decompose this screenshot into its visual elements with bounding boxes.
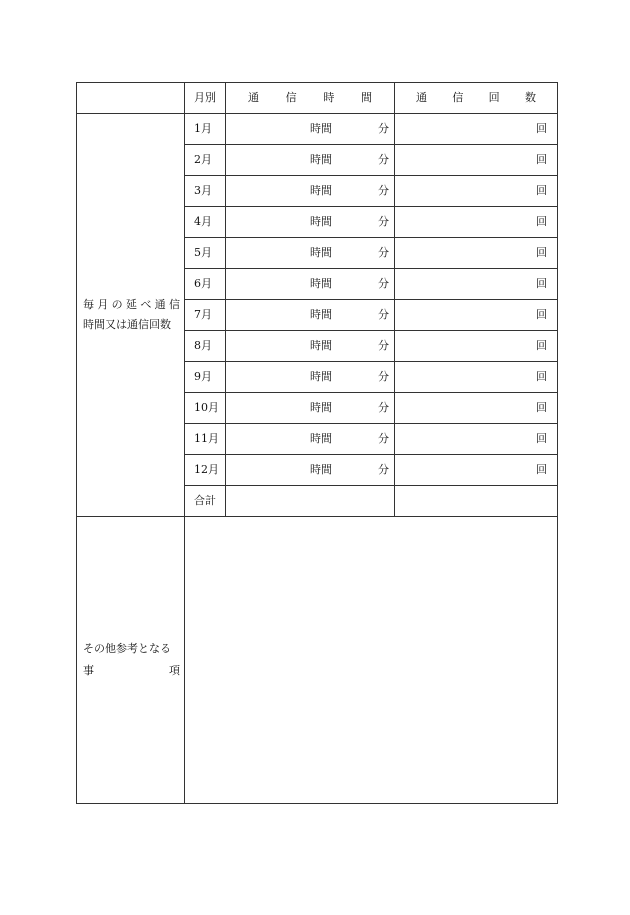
time-header-char: 信 [285, 91, 297, 104]
time-input-cell[interactable] [226, 424, 395, 455]
time-column-header [226, 83, 395, 114]
time-input-cell[interactable] [226, 362, 395, 393]
total-label: 合計 [185, 486, 226, 517]
time-input-cell[interactable] [226, 114, 395, 145]
remarks-label-line1: その他参考となる [83, 642, 171, 655]
minutes-unit: 分 [378, 246, 389, 259]
remarks-row [77, 517, 558, 804]
time-input-cell[interactable] [226, 393, 395, 424]
side-label-line2: 時間又は通信回数 [83, 318, 171, 331]
header-row [77, 83, 558, 114]
time-input-cell[interactable] [226, 207, 395, 238]
minutes-unit: 分 [378, 463, 389, 476]
hours-unit: 時間 [310, 184, 332, 197]
time-input-cell[interactable] [226, 238, 395, 269]
minutes-unit: 分 [378, 432, 389, 445]
minutes-unit: 分 [378, 277, 389, 290]
month-label: 6月 [185, 269, 226, 300]
times-unit: 回 [536, 153, 547, 166]
times-unit: 回 [536, 246, 547, 259]
count-input-cell[interactable] [395, 176, 558, 207]
hours-unit: 時間 [310, 370, 332, 383]
times-unit: 回 [536, 277, 547, 290]
month-label: 2月 [185, 145, 226, 176]
side-label-char: 月 [97, 298, 109, 311]
minutes-unit: 分 [378, 122, 389, 135]
hours-unit: 時間 [310, 339, 332, 352]
side-label-char: べ [140, 298, 152, 311]
count-input-cell[interactable] [395, 455, 558, 486]
month-label: 11月 [185, 424, 226, 455]
side-label-char: 信 [168, 298, 180, 311]
remarks-label-cell [77, 517, 185, 804]
time-input-cell[interactable] [226, 455, 395, 486]
time-input-cell[interactable] [226, 176, 395, 207]
time-header-char: 通 [248, 91, 259, 104]
hours-unit: 時間 [310, 215, 332, 228]
month-label: 5月 [185, 238, 226, 269]
side-label-char: 通 [154, 298, 166, 311]
month-label: 10月 [185, 393, 226, 424]
count-input-cell[interactable] [395, 145, 558, 176]
times-unit: 回 [536, 308, 547, 321]
time-header-char: 間 [360, 91, 372, 104]
times-unit: 回 [536, 370, 547, 383]
hours-unit: 時間 [310, 153, 332, 166]
side-label-char: 延 [125, 298, 137, 311]
minutes-unit: 分 [378, 215, 389, 228]
count-input-cell[interactable] [395, 331, 558, 362]
count-input-cell[interactable] [395, 269, 558, 300]
total-count-cell[interactable] [395, 486, 558, 517]
minutes-unit: 分 [378, 153, 389, 166]
hours-unit: 時間 [310, 308, 332, 321]
count-input-cell[interactable] [395, 114, 558, 145]
time-input-cell[interactable] [226, 331, 395, 362]
side-label-char: の [111, 298, 123, 311]
times-unit: 回 [536, 463, 547, 476]
month-label: 12月 [185, 455, 226, 486]
minutes-unit: 分 [378, 308, 389, 321]
time-input-cell[interactable] [226, 300, 395, 331]
count-input-cell[interactable] [395, 424, 558, 455]
remarks-label-char: 事 [83, 664, 94, 677]
time-header-char: 時 [323, 91, 335, 104]
count-input-cell[interactable] [395, 362, 558, 393]
hours-unit: 時間 [310, 277, 332, 290]
count-header-char: 信 [452, 91, 464, 104]
header-blank-cell [77, 83, 185, 114]
side-label-char: 毎 [83, 298, 94, 311]
hours-unit: 時間 [310, 246, 332, 259]
month-label: 8月 [185, 331, 226, 362]
hours-unit: 時間 [310, 432, 332, 445]
count-header-char: 数 [524, 91, 536, 104]
minutes-unit: 分 [378, 339, 389, 352]
time-input-cell[interactable] [226, 269, 395, 300]
minutes-unit: 分 [378, 184, 389, 197]
times-unit: 回 [536, 432, 547, 445]
monthly-total-label-cell [77, 114, 185, 517]
month-label: 3月 [185, 176, 226, 207]
hours-unit: 時間 [310, 401, 332, 414]
count-input-cell[interactable] [395, 393, 558, 424]
total-time-cell[interactable] [226, 486, 395, 517]
month-column-header: 月別 [185, 83, 226, 114]
minutes-unit: 分 [378, 401, 389, 414]
month-label: 9月 [185, 362, 226, 393]
times-unit: 回 [536, 339, 547, 352]
remarks-label-char: 項 [169, 664, 180, 677]
count-header-char: 通 [416, 91, 427, 104]
times-unit: 回 [536, 215, 547, 228]
times-unit: 回 [536, 122, 547, 135]
count-input-cell[interactable] [395, 238, 558, 269]
month-label: 1月 [185, 114, 226, 145]
times-unit: 回 [536, 401, 547, 414]
month-row [77, 114, 558, 145]
count-input-cell[interactable] [395, 207, 558, 238]
time-input-cell[interactable] [226, 145, 395, 176]
count-header-char: 回 [488, 91, 500, 104]
hours-unit: 時間 [310, 463, 332, 476]
communication-record-table [76, 82, 558, 804]
count-input-cell[interactable] [395, 300, 558, 331]
times-unit: 回 [536, 184, 547, 197]
month-label: 4月 [185, 207, 226, 238]
remarks-input-cell[interactable] [185, 517, 558, 804]
minutes-unit: 分 [378, 370, 389, 383]
hours-unit: 時間 [310, 122, 332, 135]
month-label: 7月 [185, 300, 226, 331]
count-column-header [395, 83, 558, 114]
